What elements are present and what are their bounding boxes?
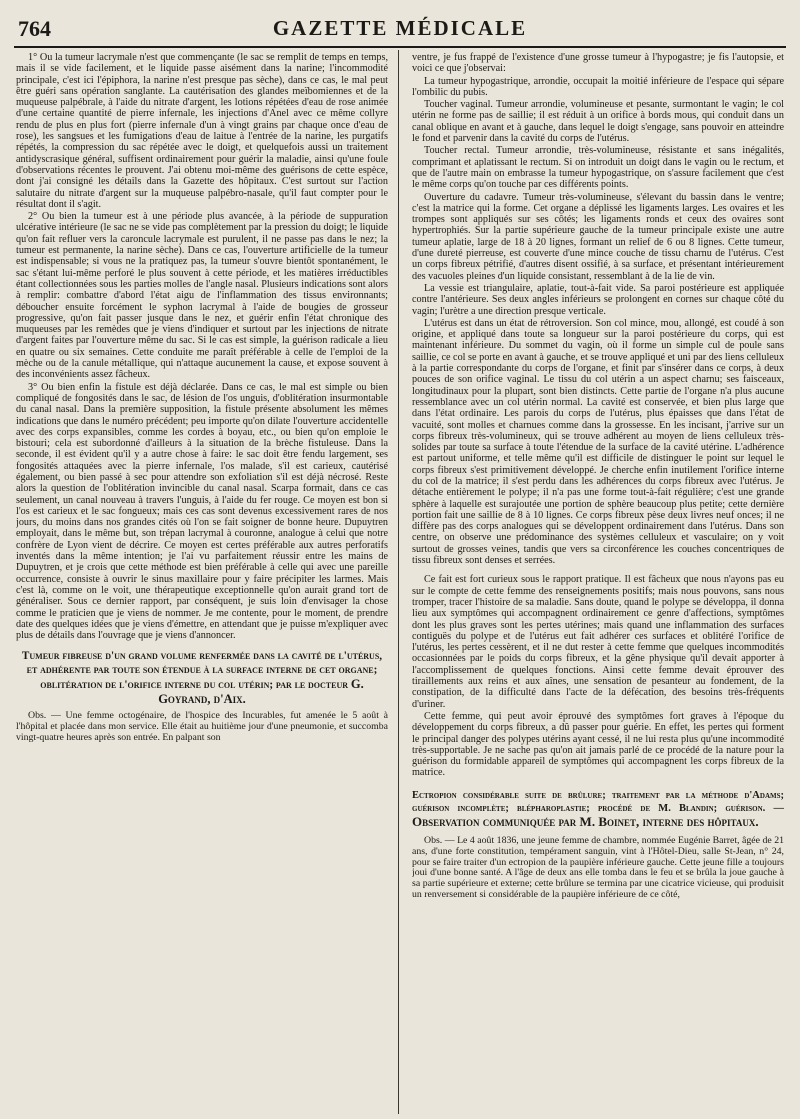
paragraph: Cette femme, qui peut avoir éprouvé des symptômes fort graves à l'époque du développement du corps fibreux, a dû passer pour guérie. En effet, les pertes qui forment le principal danger des polypes utérins ayant cessé, il ne lui resta plus qu'une incommodité très-supportable. Je ne sache pas qu'on ait jamais parlé de ce procédé de la nature pour la guérison du formidable appareil de symptômes qui accompagnent les corps fibreux de la matrice. bbox=[412, 710, 784, 779]
paragraph: Toucher rectal. Tumeur arrondie, très-volumineuse, résistante et sans inégalités, comprimant et aplatissant le rectum. Si on introduit un doigt dans le vagin ou le rectum, et que de l'autre main on embrasse la tumeur hypogastrique, on s'assure facilement que c'est le même corps qu'on touche par ces différents points. bbox=[412, 145, 784, 191]
paragraph: 2° Ou bien la tumeur est à une période plus avancée, à la période de suppuration ulcérative intérieure (le sac ne se vide pas complètement par la pression du doigt; le liquide qu'on fait refluer vers la caroncule lacrymale est purulent, il ne passe pas dans le nez; la tumeur est permanente, la narine sèche). Dans ce cas, l'ouverture artificielle de la tumeur est indispensable; si vous ne la pratiquez pas, la tumeur s'ouvre bientôt spontanément, le sac s'étant lui-même perforé le plus souvent à cette période, et les matières irréductibles étant collectionnées sous les parties molles de l'angle nasal. Plusieurs indications sont alors à remplir: combattre d'abord l'état aigu de l'inflammation des tissus environnants; déboucher ensuite forcément le syphon lacrymal à l'aide de bougies de grosseur progressive, qu'on fait passer jusque dans le nez, et guérir enfin l'état chronique des muqueuses par les remèdes que je viens d'indiquer et surtout par les injections de nitrate d'argent faites par l'ouverture même du sac. Si le cas est simple, la guérison radicale a lieu en quatre ou six semaines. Cette conduite me paraît préférable à celle de l'emploi de la mèche ou de la canule métallique, qui n'attaque aucunement la cause, et expose souvent à des inconvénients assez fâcheux. bbox=[16, 211, 388, 381]
paragraph: ventre, je fus frappé de l'existence d'une grosse tumeur à l'hypogastre; je fis l'autopsie, et voici ce que j'observai: bbox=[412, 52, 784, 75]
article-subtitle: Observation communiquée par M. Boinet, interne des hôpitaux. bbox=[412, 813, 759, 829]
left-column bbox=[16, 52, 388, 1112]
article-title: Tumeur fibreuse d'un grand volume renfermée dans la cavité de l'utérus, et adhérente par toute son étendue à la surface interne de cet organe; oblitération de l'orifice interne du col utérin; par le docteur bbox=[21, 650, 383, 692]
obs-label: Obs. bbox=[28, 710, 47, 722]
paragraph: 1° Ou la tumeur lacrymale n'est que commençante (le sac se remplit de temps en temps, mais il se vide facilement, et le liquide passe aisément dans la narine; l'incommodité principale, c'est ici l'épiphora, la narine n'est presque pas sèche), dans ce cas, le mal peut être guéri sans opération sanglante. La cautérisation des glandes meïbomiennes et de la muqueuse palpébrale, à l'aide du nitrate d'argent, les lotions répétées d'eau de rose animée d'une certaine quantité de pierre infernale, les injections d'Anel avec ce même collyre rendu de plus en plus fort (pierre infernale d'un à vingt grains par chaque once d'eau de rose), les sangsues et les fumigations d'eau de laitue à l'entrée de la narine, les purgatifs répétés, la compression du sac répétée avec le doigt, et quelquefois aussi un traitement antidyscrasique général, suffisent ordinairement pour guérir la maladie, ainsi qu'une foule d'observations récentes le prouvent. J'ai obtenu moi-même des guérisons de cette espèce, dont j'ai consigné les détails dans la Gazette des hôpitaux. C'est surtout sur l'action salutaire du nitrate d'argent sur la muqueuse palpébro-nasale, qu'il faut compter pour le résultat dont il s'agit. bbox=[16, 52, 388, 210]
paragraph: Ouverture du cadavre. Tumeur très-volumineuse, s'élevant du bassin dans le ventre; c'est la matrice qui la forme. Cet organe a déplissé les ligaments larges. Les ovaires et les trompes sont appliqués sur ses côtés; les ligaments ronds et ceux des ovaires sont hypertrophiés. Sur la partie supérieure gauche de la tumeur principale existe une autre tumeur aplatie, large de 18 à 20 lignes, formant un relief de 6 ou 8 lignes. Cette tumeur, d'une dureté pierreuse, est couverte d'une mince couche de tissu charnu de l'utérus. C'est un corps fibreux pétrifié, d'autres disent ossifié, à sa surface, et présentant intérieurement des vacuoles pleines d'un liquide consistant, ressemblant à de la lie de vin. bbox=[412, 191, 784, 282]
obs-text: — Une femme octogénaire, de l'hospice des Incurables, fut amenée le 5 août à l'hôpital et placée dans mon service. Elle était au huitième jour d'une pneumonie, et succomba vingt-quatre heures après son entrée. En palpant son bbox=[16, 710, 388, 744]
paragraph: La vessie est triangulaire, aplatie, tout-à-fait vide. Sa paroi postérieure est appliquée contre l'antérieure. Ses deux angles inférieurs se prolongent en cornes sur chaque côté du vagin; l'urètre a une direction presque verticale. bbox=[412, 282, 784, 317]
obs-text: — Le 4 août 1836, une jeune femme de chambre, nommée Eugénie Barret, âgée de 21 ans, d'une forte constitution, tempérament sanguin, vint à l'Hôtel-Dieu, salle St-Jean, n° 24, pour se faire traiter d'un ectropion de la paupière inférieure gauche. Cette jeune fille a toujours joui d'une bonne santé. A l'âge de deux ans elle tomba dans le feu et se brûla la joue gauche à sa partie supérieure et externe; cette brûlure se termina par une cicatrice vicieuse, qui produisit un renversement si considérable de la paupière inférieure de ce côté, bbox=[412, 834, 784, 901]
article-heading bbox=[412, 789, 784, 830]
paragraph: Toucher vaginal. Tumeur arrondie, volumineuse et pesante, surmontant le vagin; le col utérin ne forme pas de saillie; il est réduit à un orifice à bords mous, qui conduit dans un canal oblique en avant et à gauche, dans lequel le doigt s'engage, sans pouvoir en atteindre le fond et parvenir dans la cavité du corps de l'utérus. bbox=[412, 99, 784, 145]
journal-title: GAZETTE MÉDICALE bbox=[272, 16, 528, 40]
obs-label: Obs. bbox=[424, 834, 443, 846]
header-rule bbox=[14, 46, 786, 48]
article-author: G. Goyrand, d'Aix. bbox=[158, 677, 364, 707]
paragraph: 3° Ou bien enfin la fistule est déjà déclarée. Dans ce cas, le mal est simple ou bien compliqué de fongosités dans le sac, de lésion de l'os unguis, d'oblitération insurmontable du canal nasal. Dans la première supposition, la fistule présente absolument les mêmes indications que dans le numéro précédent; peu importe qu'on dilate l'ouverture accidentelle avec des corps expansibles, comme les cordes à boyau, etc., ou bien qu'on emploie le bistouri; cela est subordonné d'ailleurs à la situation de la brèche fistuleuse. Dans la seconde, il est évident qu'il y a autre chose à faire: le sac doit être fendu largement, ses fongosités attaquées avec la pierre infernale, l'os malade, s'il est carieux, cautérisé également, ou bien passé à sec pour attendre son exfoliation s'il est déjà nécrosé. Reste alors la question de l'oblitération invincible du canal nasal. Scarpa formait, dans ce cas seulement, un canal nouveau à travers l'unguis, à l'aide du fer rouge. Ce moyen est bon si l'os est carieux et le sac fongueux; mais ces cas sont devenus excessivement rares de nos jours, du moins dans nos grandes cités où l'on se fait soigner de bonne heure. Dupuytren employait, dans le même but, son trépan lacrymal à couronne, analogue à celui que notre confrère de Lyon vient de décrire. Ce moyen est certes préférable aux autres perforatifs inventés dans la même intention; je l'ai vu parfaitement réussir entre les mains de Dupuytren, et je crois que cette méthode est bien préférable à celle qui avec une pareille occurrence, consiste à ouvrir le sinus maxillaire pour y faire précipiter les larmes. Mais c'est là, comme on le voit, une thérapeutique exceptionnelle qu'on aurait grand tort de généraliser. Sous ce dernier rapport, par conséquent, je suis loin d'envisager la chose comme le praticien que je viens de nommer. Je me contente, pour le moment, de prendre date des quelques idées que je viens d'émettre, en attendant que je puisse m'expliquer avec plus de détails dans l'ouvrage que je viens d'annoncer. bbox=[16, 381, 388, 642]
article-heading bbox=[16, 649, 388, 707]
page-header bbox=[14, 14, 786, 44]
paragraph: La tumeur hypogastrique, arrondie, occupait la moitié inférieure de l'espace qui sépare l'ombilic du pubis. bbox=[412, 75, 784, 98]
article-title: Ectropion considérable suite de brûlure; traitement par la méthode d'Adams; guérison incomplète; blépharoplastie; procédé de M. Blandin; guérison. — bbox=[412, 789, 784, 814]
paragraph: Ce fait est fort curieux sous le rapport pratique. Il est fâcheux que nous n'ayons pas eu sur le compte de cette femme des renseignements positifs; mais nous pouvons, sans nous tromper, tracer l'histoire de sa maladie. Sans doute, quand le polype se développa, il donna lieu aux symptômes qui accompagnent ordinairement ce genre d'affections, symptômes dont les plus graves sont les pertes utérines; mais quand une inflammation des surfaces contiguës du polype et de l'utérus eut fait adhérer ces surfaces et oblitéré l'orifice de l'utérus, les pertes cessèrent, et il ne dut rester à cette femme que quelques incommodités occasionnées par le poids du corps fibreux, et la gêne physique qu'il devait apporter à l'accomplissement de quelques fonctions. Ainsi cette femme devait éprouver des tiraillements aux reins et aux aînes, une sensation de pesanteur au fondement, de la constipation, de la difficulté dans l'acte de la défécation, des besoins très-fréquents d'uriner. bbox=[412, 574, 784, 710]
paragraph: L'utérus est dans un état de rétroversion. Son col mince, mou, allongé, est coudé à son origine, et appliqué dans toute sa longueur sur la paroi postérieure du corps, qui est maintenant inférieure. Du sommet du vagin, où il forme un simple cul de poule sans saillie, ce col se porte en avant à gauche, et se trouve appliqué et uni par des liens celluleux à la partie correspondante du corps de l'organe, et finit par s'insérer dans ce corps, à deux pouces de son orifice vaginal. Le tissu du col utérin a un aspect charnu; ses faisceaux, longitudinaux pour la plupart, sont bien distincts. Cette partie de l'organe n'a plus aucune ressemblance avec un col utérin normal. La cavité est conservée, et bien plus large que dans l'état ordinaire. Les parois du corps de l'utérus, plus épaisses que dans l'état de vacuité, sont molles et charnues comme dans la grossesse. En les incisant, j'arrive sur un corps fibreux très-volumineux, qui se trouve adhérent au moyen de liens celluleux très-solides par toute sa surface à toute l'étendue de la surface de la cavité utérine. L'adhérence est partout uniforme, et telle même qu'il est difficile de distinguer le point sur lequel le corps fibreux s'est primitivement développé. Je cherche enfin inutilement l'orifice interne du col de la matrice; il s'est perdu dans les adhérences du corps fibreux avec l'utérus. Je détache entièrement le polype; il n'a pas une forme tout-à-fait régulière; c'est une grande sphère à laquelle est surajoutée une portion de sphère beaucoup plus petite; cette dernière portion fait une saillie de 8 à 10 lignes. Ce corps fibreux pèse deux livres neuf onces; il ne diffère pas des corps analogues qui se développent ordinairement dans l'utérus. Dans son centre, on observe une prédominance des systèmes celluleux et vasculaire; on y voit surtout de grosses veines, tandis que vers sa circonférence les couches concentriques de tissu fibreux sont denses et serrées. bbox=[412, 317, 784, 567]
right-column bbox=[412, 52, 784, 1112]
column-divider bbox=[398, 50, 399, 1114]
page-number: 764 bbox=[18, 16, 51, 41]
